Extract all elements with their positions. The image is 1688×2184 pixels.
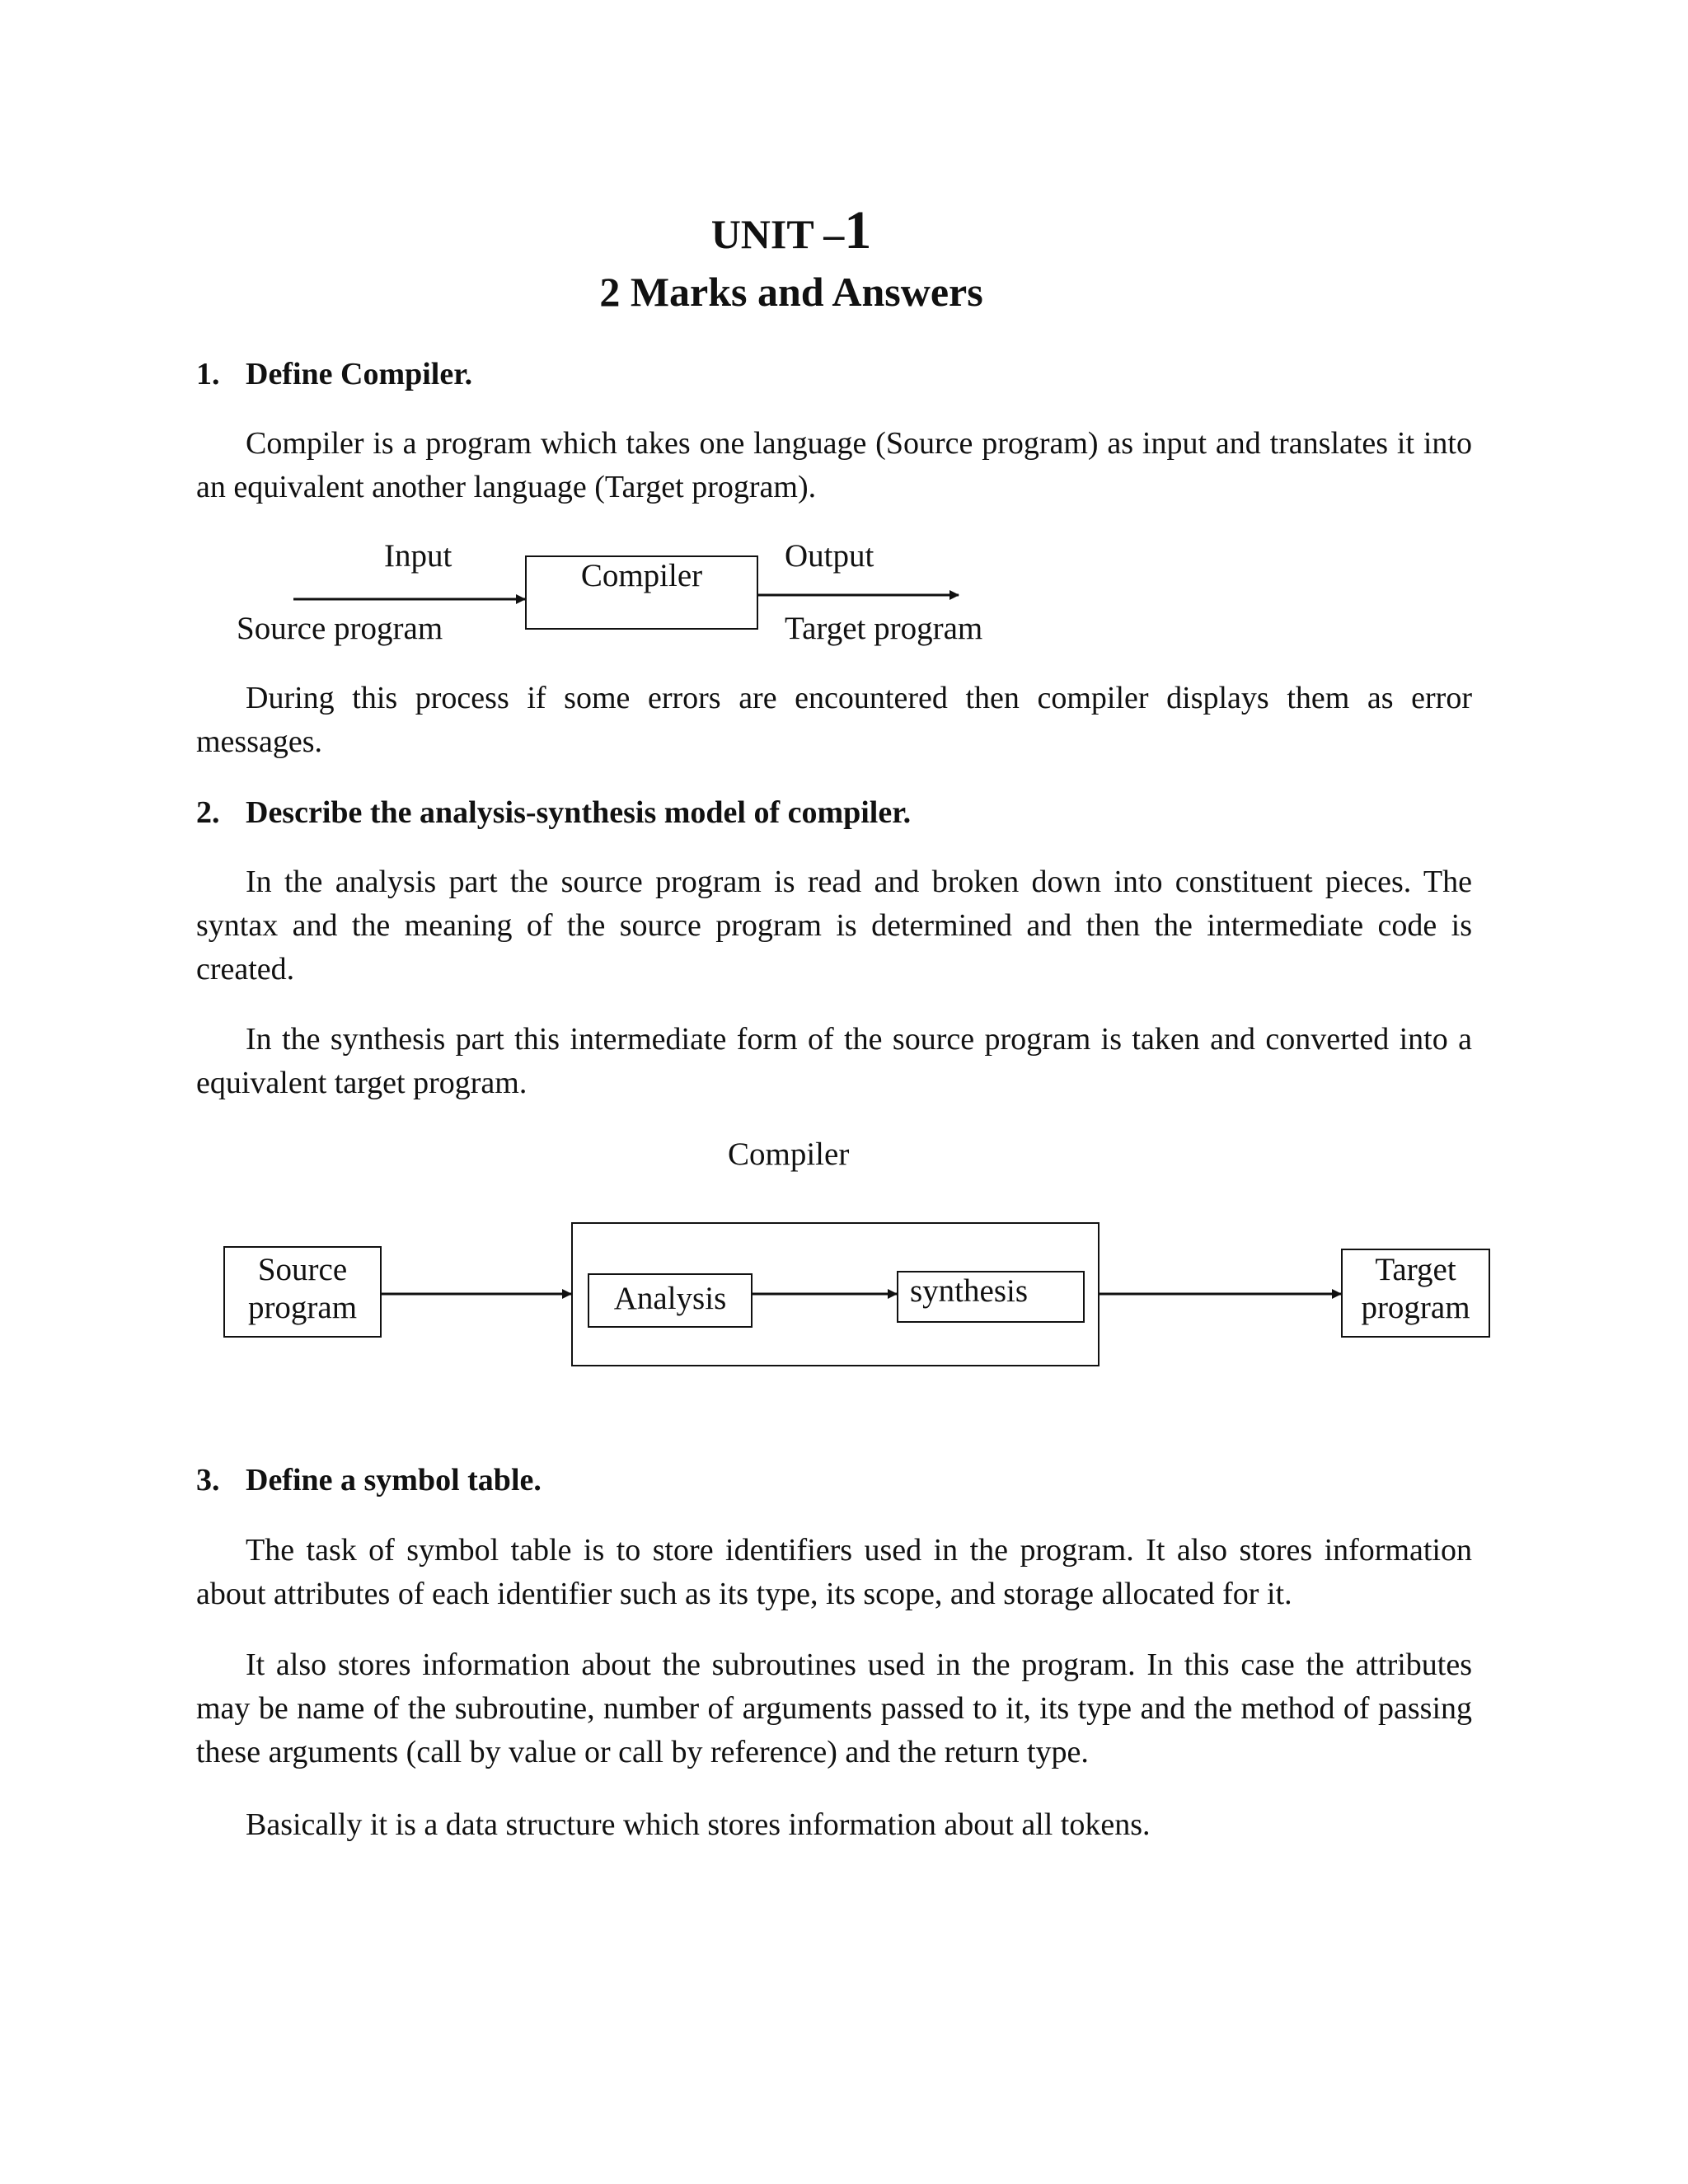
target-line-1: Target — [1375, 1252, 1456, 1287]
question-number: 1. — [196, 357, 220, 391]
question-title: Define Compiler. — [246, 357, 473, 391]
question-number: 2. — [196, 795, 220, 830]
question-1-paragraph-1: Compiler is a program which takes one language (Source program) as input and translates it into an equivalent another language (Target program). — [196, 426, 1472, 504]
source-line-1: Source — [257, 1252, 348, 1287]
source-program-label: Source program — [237, 611, 443, 646]
question-3-heading — [196, 1462, 542, 1498]
target-line-2: program — [1361, 1290, 1470, 1325]
source-line-2: program — [247, 1290, 358, 1325]
question-3-paragraph-3: Basically it is a data structure which stores information about all tokens. — [246, 1807, 1151, 1842]
compiler-outer-label: Compiler — [728, 1137, 850, 1172]
question-2-paragraph-1: In the analysis part the source program is read and broken down into constituent pieces. The syntax and the meaning of the source program is determined and then the intermediate code is created. — [196, 865, 1472, 987]
question-3-paragraph-2: It also stores information about the subroutines used in the program. In this case the attributes may be name of the subroutine, number of arguments passed to it, its type and the method of passing these arguments (call by value or call by reference) and the return type. — [196, 1647, 1472, 1769]
compiler-box-label: Compiler — [580, 558, 703, 593]
output-label: Output — [785, 538, 874, 574]
question-title: Describe the analysis-synthesis model of compiler. — [246, 795, 912, 830]
analysis-box-label: Analysis — [613, 1281, 727, 1316]
page-subtitle: 2 Marks and Answers — [599, 269, 983, 315]
unit-number: 1 — [844, 200, 872, 260]
unit-prefix: UNIT – — [710, 211, 845, 257]
synthesis-box-label: synthesis — [910, 1273, 1029, 1309]
question-1-paragraph-2: During this process if some errors are encountered then compiler displays them as error messages. — [196, 681, 1472, 759]
question-number: 3. — [196, 1463, 220, 1497]
question-2-paragraph-2: In the synthesis part this intermediate form of the source program is taken and converted into a equivalent target program. — [196, 1022, 1472, 1100]
question-title: Define a symbol table. — [246, 1463, 542, 1497]
target-program-label: Target program — [785, 611, 983, 646]
input-label: Input — [384, 538, 452, 574]
question-3-paragraph-1: The task of symbol table is to store identifiers used in the program. It also stores information about attributes of each identifier such as its type, its scope, and storage allocated for it. — [196, 1533, 1472, 1611]
